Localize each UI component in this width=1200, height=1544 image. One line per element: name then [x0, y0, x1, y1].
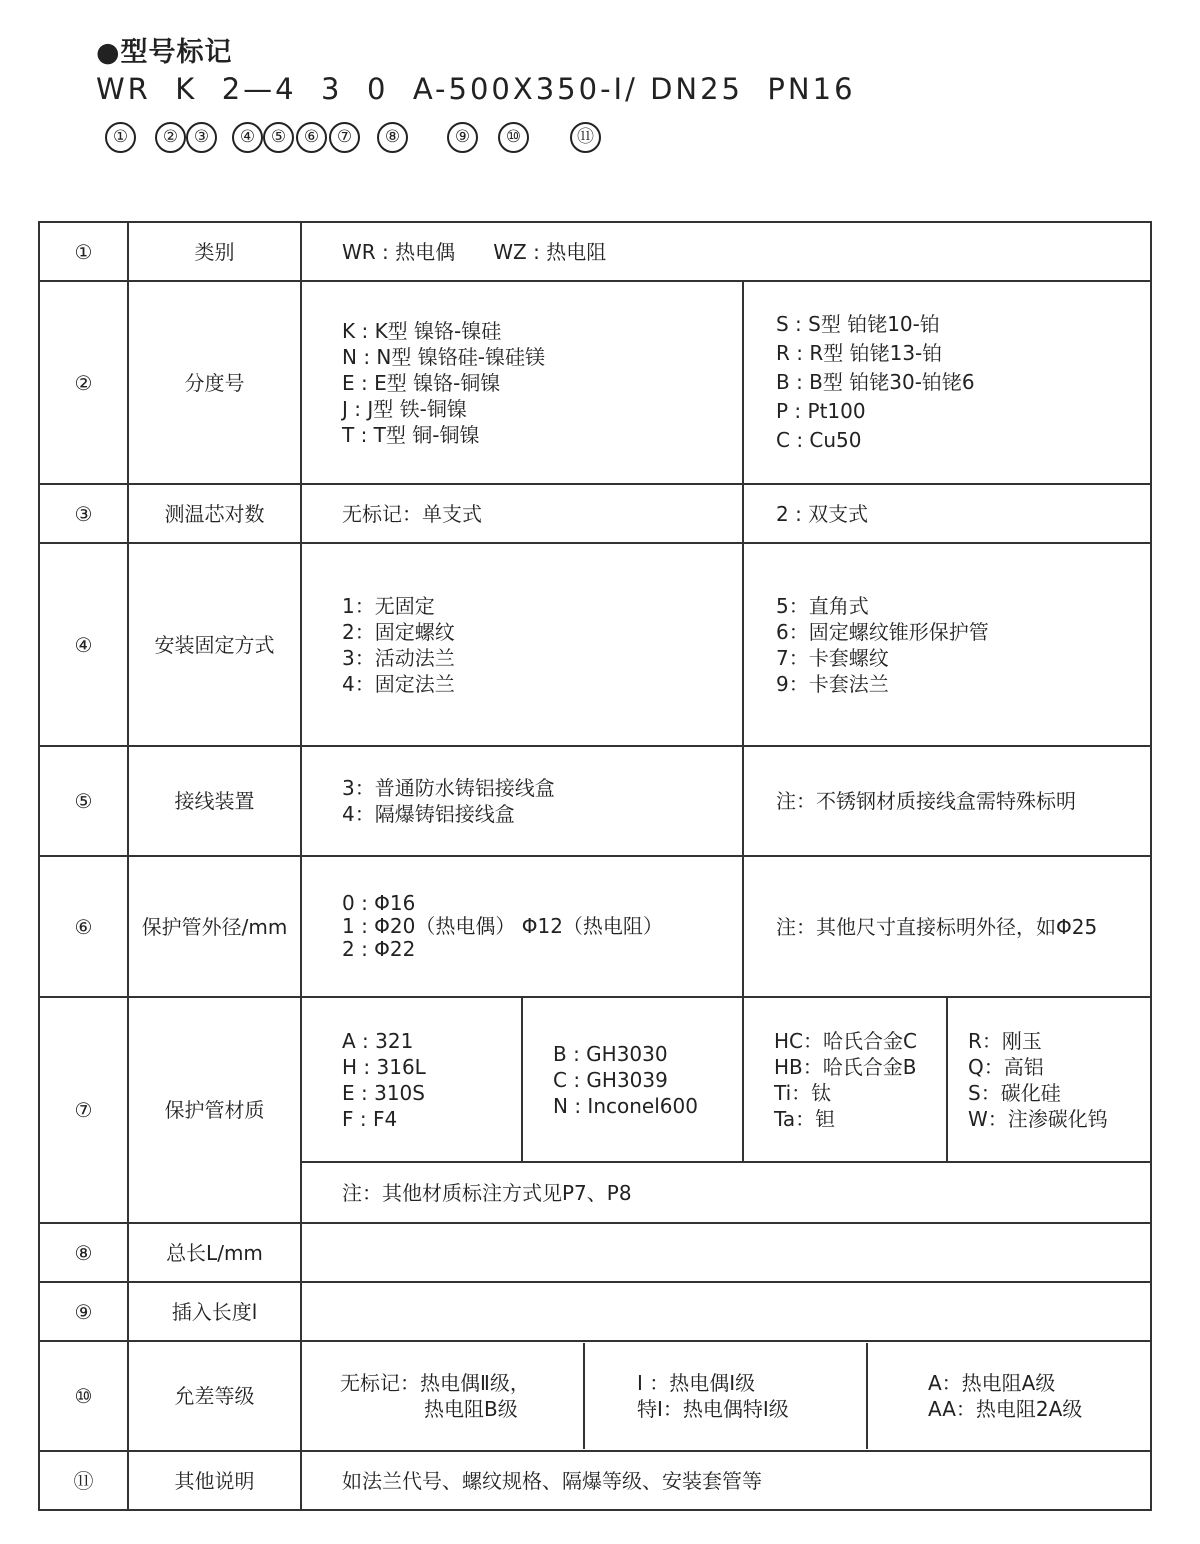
material-item: C : GH3039 [553, 1067, 668, 1092]
material-item: W：注渗碳化钨 [968, 1106, 1108, 1131]
tolerance-default [302, 1343, 585, 1449]
graduation-item: N : N型 镍铬硅-镍硅镁 [342, 345, 545, 369]
graduation-item: K : K型 镍铬-镍硅 [342, 319, 502, 343]
tolerance-item: Ⅰ ：热电偶Ⅰ级 [637, 1371, 756, 1395]
mounting-item: 9：卡套法兰 [776, 671, 889, 696]
tube-diameter-item: 1 : Φ20（热电偶） Φ12（热电阻） [342, 914, 663, 938]
row-total-length [39, 1223, 1151, 1282]
graduation-item: P : Pt100 [776, 399, 866, 423]
model-code: WR K 2—4 3 0 A-500X350-Ⅰ/ DN25 PN16 [96, 72, 856, 106]
graduation-item: E : E型 镍铬-铜镍 [342, 371, 501, 395]
mounting-item: 6：固定螺纹锥形保护管 [776, 619, 989, 644]
marker-6: ⑥ [296, 122, 327, 153]
marker-3: ③ [186, 122, 217, 153]
category-wz: WZ : 热电阻 [493, 239, 607, 264]
row-tube-material [39, 997, 1151, 1162]
total-length-value [301, 1223, 1151, 1282]
other-notes-value: 如法兰代号、螺纹规格、隔爆等级、安装套管等 [301, 1451, 1151, 1510]
tolerance-item: A：热电阻A级 [928, 1371, 1056, 1395]
marker-2: ② [155, 122, 186, 153]
row-label: 测温芯对数 [128, 484, 301, 543]
graduation-item: B : B型 铂铑30-铂铑6 [776, 370, 975, 394]
marker-5: ⑤ [263, 122, 294, 153]
row-terminal-box [39, 746, 1151, 856]
marker-10: ⑩ [498, 122, 529, 153]
row-label: 保护管外径/mm [128, 856, 301, 997]
material-item: A : 321 [342, 1028, 414, 1053]
mounting-item: 1：无固定 [342, 593, 435, 618]
row-number: ⑪ [39, 1451, 128, 1510]
material-item: HC：哈氏合金C [774, 1028, 917, 1053]
row-category [39, 222, 1151, 281]
tolerance-cells [301, 1341, 1151, 1451]
terminal-box-note: 注：不锈钢材质接线盒需特殊标明 [743, 746, 1151, 856]
graduation-item: R : R型 铂铑13-铂 [776, 341, 943, 365]
material-item: Ti：钛 [774, 1080, 832, 1105]
material-item: H : 316L [342, 1054, 426, 1079]
mounting-item: 7：卡套螺纹 [776, 645, 889, 670]
graduation-right [743, 281, 1151, 484]
material-item: E : 310S [342, 1080, 425, 1105]
graduation-item: T : T型 铜-铜镍 [342, 423, 480, 447]
row-number: ⑨ [39, 1282, 128, 1341]
insertion-length-value [301, 1282, 1151, 1341]
tolerance-item: 无标记：热电偶Ⅱ级， [340, 1371, 530, 1395]
row-tolerance [39, 1341, 1151, 1451]
mounting-item: 3：活动法兰 [342, 645, 455, 670]
row-number: ⑦ [39, 997, 128, 1223]
marker-4: ④ [232, 122, 263, 153]
row-label: 保护管材质 [128, 997, 301, 1223]
row-label: 总长L/mm [128, 1223, 301, 1282]
graduation-item: S : S型 铂铑10-铂 [776, 312, 940, 336]
core-pairs-right: 2 : 双支式 [743, 484, 1151, 543]
row-core-pairs [39, 484, 1151, 543]
material-item: R：刚玉 [968, 1028, 1042, 1053]
graduation-left [301, 281, 743, 484]
marker-7: ⑦ [329, 122, 360, 153]
row-number: ⑩ [39, 1341, 128, 1451]
material-item: N : Inconel600 [553, 1093, 698, 1118]
row-label: 插入长度l [128, 1282, 301, 1341]
category-values [301, 222, 1151, 281]
tube-diameter-item: 0 : Φ16 [342, 891, 416, 915]
tolerance-class-a [868, 1343, 1150, 1449]
tube-diameter-note: 注：其他尺寸直接标明外径，如Φ25 [743, 856, 1151, 997]
mounting-right [743, 543, 1151, 746]
material-item: S：碳化硅 [968, 1080, 1061, 1105]
marker-8: ⑧ [377, 122, 408, 153]
terminal-box-item: 3：普通防水铸铝接线盒 [342, 776, 555, 800]
section-heading: ●型号标记 [96, 37, 233, 68]
material-col-1 [301, 997, 522, 1162]
graduation-item: C : Cu50 [776, 428, 862, 452]
marker-11: ⑪ [570, 122, 601, 153]
row-number: ③ [39, 484, 128, 543]
material-item: F : F4 [342, 1106, 398, 1131]
row-label: 其他说明 [128, 1451, 301, 1510]
mounting-item: 2：固定螺纹 [342, 619, 455, 644]
row-tube-diameter [39, 856, 1151, 997]
row-other-notes [39, 1451, 1151, 1510]
mounting-item: 5：直角式 [776, 593, 869, 618]
graduation-item: J : J型 铁-铜镍 [342, 397, 467, 421]
row-number: ⑥ [39, 856, 128, 997]
row-number: ⑤ [39, 746, 128, 856]
material-item: Q：高铝 [968, 1054, 1044, 1079]
row-insertion-length [39, 1282, 1151, 1341]
mounting-item: 4：固定法兰 [342, 671, 455, 696]
row-number: ④ [39, 543, 128, 746]
tolerance-class-i [585, 1343, 868, 1449]
row-number: ② [39, 281, 128, 484]
marker-9: ⑨ [447, 122, 478, 153]
row-graduation [39, 281, 1151, 484]
tube-diameter-left [301, 856, 743, 997]
material-note: 注：其他材质标注方式见P7、P8 [301, 1162, 1151, 1223]
tube-diameter-item: 2 : Φ22 [342, 937, 416, 961]
row-label: 接线装置 [128, 746, 301, 856]
marker-1: ① [105, 122, 136, 153]
row-number: ⑧ [39, 1223, 128, 1282]
material-item: B : GH3030 [553, 1041, 668, 1066]
row-label: 分度号 [128, 281, 301, 484]
row-label: 允差等级 [128, 1341, 301, 1451]
spec-table [38, 221, 1152, 1511]
row-label: 类别 [128, 222, 301, 281]
material-item: HB：哈氏合金B [774, 1054, 917, 1079]
material-col-4 [947, 997, 1151, 1162]
row-label: 安装固定方式 [128, 543, 301, 746]
tolerance-item: 热电阻B级 [424, 1397, 518, 1421]
material-col-2 [522, 997, 743, 1162]
terminal-box-item: 4：隔爆铸铝接线盒 [342, 802, 515, 826]
tolerance-item: AA：热电阻2A级 [928, 1397, 1083, 1421]
row-number: ① [39, 222, 128, 281]
category-wr: WR : 热电偶 [342, 239, 456, 264]
mounting-left [301, 543, 743, 746]
core-pairs-left: 无标记：单支式 [301, 484, 743, 543]
material-item: Ta：钽 [774, 1106, 836, 1131]
terminal-box-left [301, 746, 743, 856]
tolerance-item: 特Ⅰ：热电偶特Ⅰ级 [637, 1397, 789, 1421]
material-col-3 [743, 997, 947, 1162]
row-mounting [39, 543, 1151, 746]
